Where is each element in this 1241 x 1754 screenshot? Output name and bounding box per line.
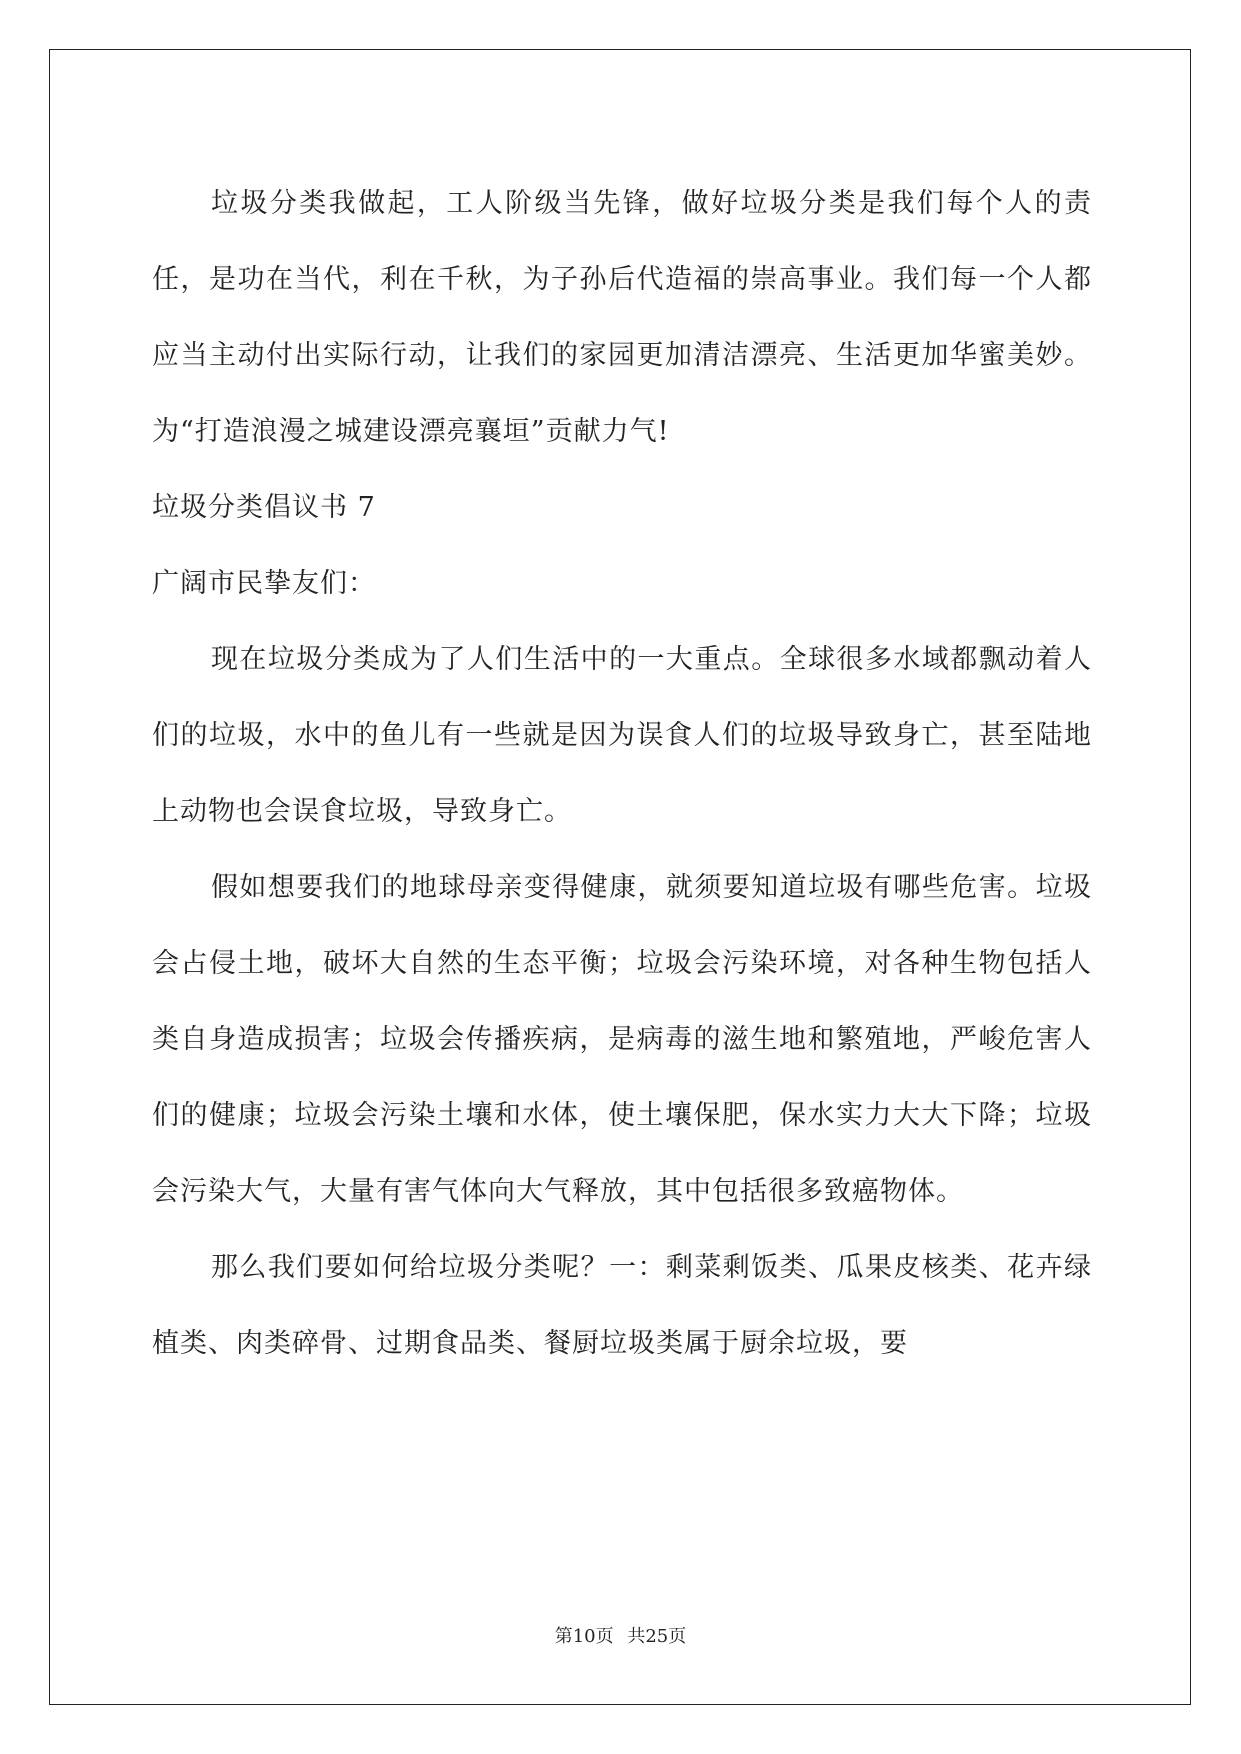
section-title: 垃圾分类倡议书 7: [152, 492, 376, 523]
page-number: 第10页: [554, 1626, 614, 1647]
page-footer: [0, 1622, 1241, 1648]
paragraph-how-to-sort: 那么我们要如何给垃圾分类呢？一：剩菜剩饭类、瓜果皮核类、花卉绿植类、肉类碎骨、过期食品类、餐厨垃圾类属于厨余垃圾，要: [152, 1252, 1092, 1359]
salutation: 广阔市民挚友们：: [152, 568, 376, 599]
page-total: 共25页: [627, 1626, 687, 1647]
paragraph-intro: 现在垃圾分类成为了人们生活中的一大重点。全球很多水域都飘动着人们的垃圾，水中的鱼儿有一些就是因为误食人们的垃圾导致身亡，甚至陆地上动物也会误食垃圾，导致身亡。: [152, 644, 1092, 827]
paragraph-hazards: 假如想要我们的地球母亲变得健康，就须要知道垃圾有哪些危害。垃圾会占侵土地，破坏大自然的生态平衡；垃圾会污染环境，对各种生物包括人类自身造成损害；垃圾会传播疾病，是病毒的滋生地和繁殖地，严峻危害人们的健康；垃圾会污染土壤和水体，使土壤保肥，保水实力大大下降；垃圾会污染大气，大量有害气体向大气释放，其中包括很多致癌物体。: [152, 872, 1092, 1207]
document-body: [152, 166, 1092, 1382]
paragraph-closing: 垃圾分类我做起，工人阶级当先锋，做好垃圾分类是我们每个人的责任，是功在当代，利在千秋，为子孙后代造福的崇高事业。我们每一个人都应当主动付出实际行动，让我们的家园更加清洁漂亮、生活更加华蜜美妙。为“打造浪漫之城建设漂亮襄垣”贡献力气!: [152, 188, 1092, 447]
